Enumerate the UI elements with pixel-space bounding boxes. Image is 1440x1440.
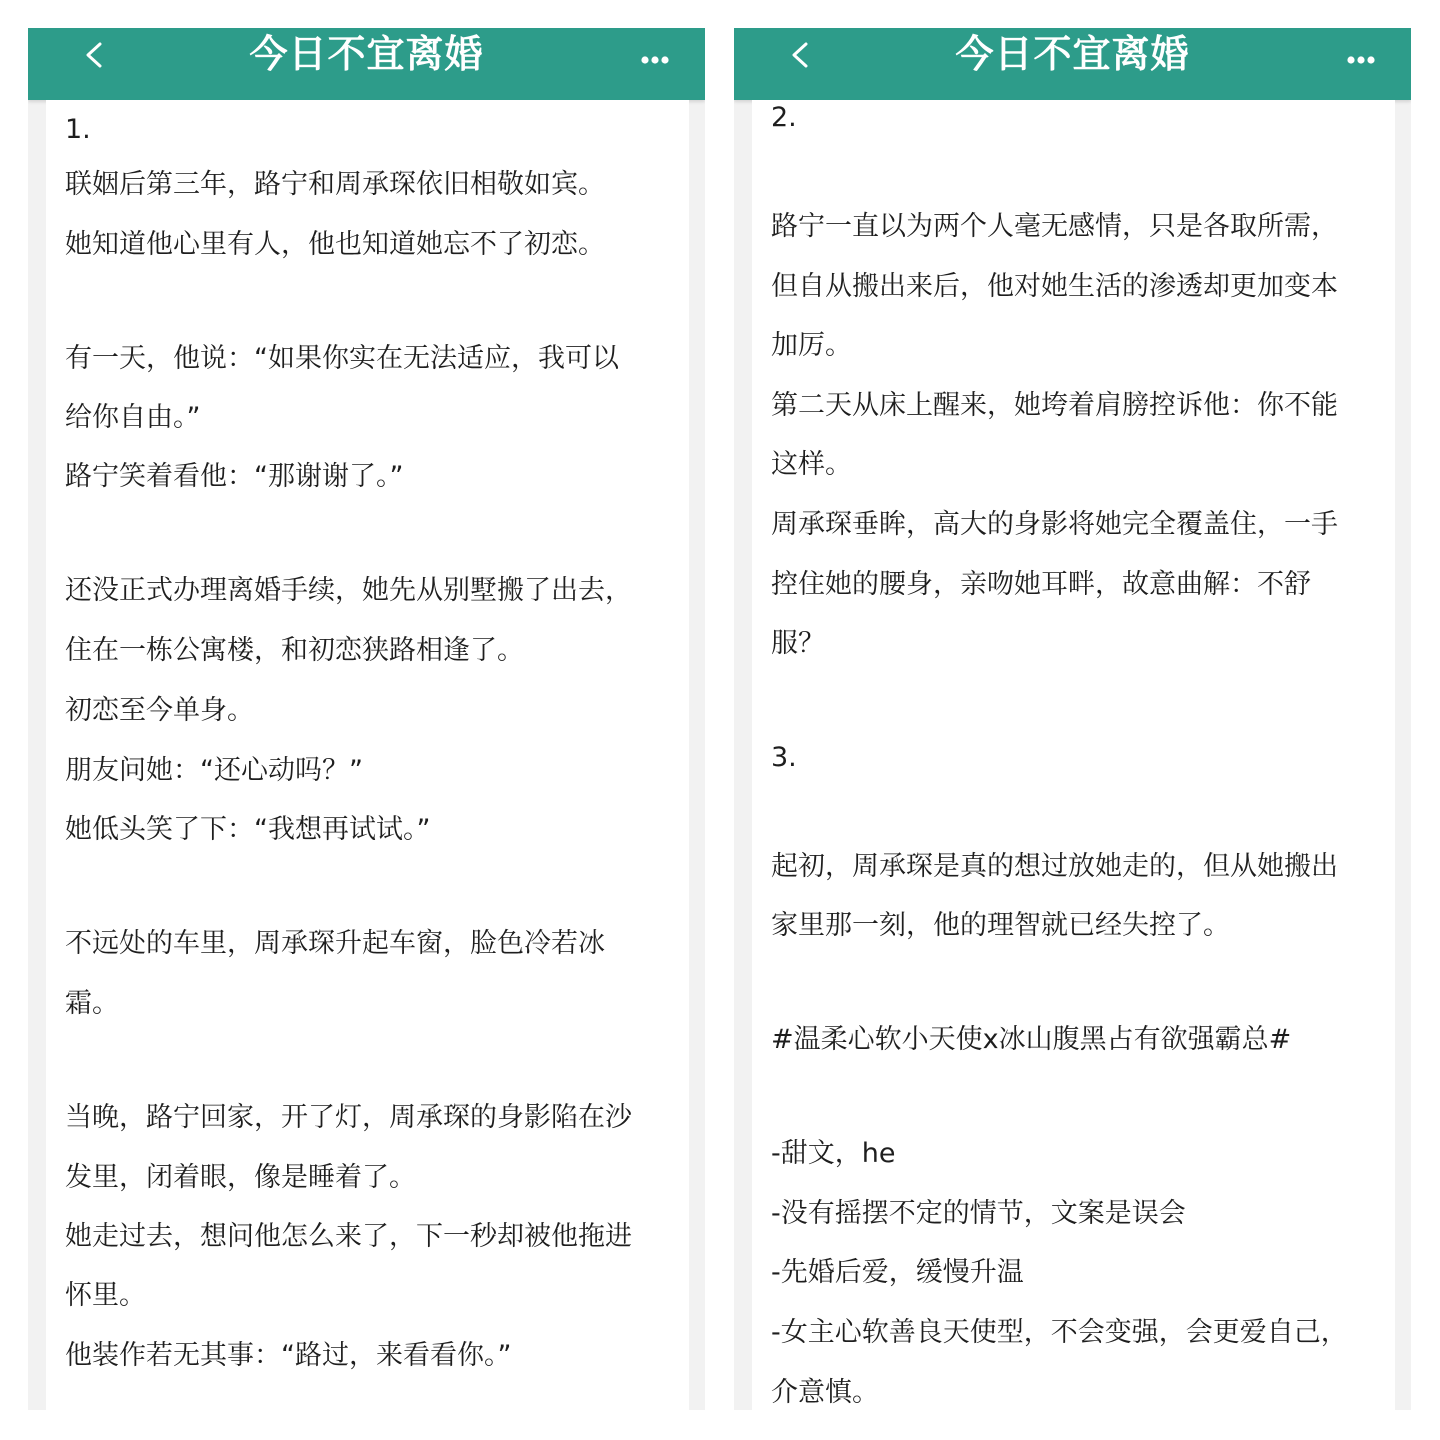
book-title: 今日不宜离婚 bbox=[249, 32, 484, 76]
text-line: 家里那一刻，他的理智就已经失控了。 bbox=[771, 910, 1230, 941]
text-line: 还没正式办理离婚手续，她先从别墅搬了出去， bbox=[65, 575, 632, 606]
reader-screen-left bbox=[28, 28, 705, 1410]
text-line: 但自从搬出来后，他对她生活的渗透却更加变本 bbox=[771, 271, 1338, 302]
more-dots-icon bbox=[632, 48, 678, 72]
text-line: 怀里。 bbox=[65, 1280, 146, 1311]
text-line: 周承琛垂眸，高大的身影将她完全覆盖住，一手 bbox=[771, 509, 1338, 540]
text-line: 她知道他心里有人，他也知道她忘不了初恋。 bbox=[65, 229, 605, 260]
more-dots-icon bbox=[1338, 48, 1384, 72]
text-line: -没有摇摆不定的情节，文案是误会 bbox=[771, 1198, 1186, 1229]
text-line: 服？ bbox=[771, 628, 825, 659]
more-button[interactable] bbox=[632, 48, 678, 72]
text-line: -女主心软善良天使型，不会变强，会更爱自己， bbox=[771, 1317, 1348, 1348]
text-line: 她低头笑了下：“我想再试试。” bbox=[65, 814, 431, 845]
top-bar bbox=[734, 28, 1411, 100]
text-line: 第二天从床上醒来，她垮着肩膀控诉他：你不能 bbox=[771, 390, 1338, 421]
text-line: 给你自由。” bbox=[65, 402, 201, 433]
text-line: 不远处的车里，周承琛升起车窗，脸色冷若冰 bbox=[65, 928, 605, 959]
text-line: 路宁一直以为两个人毫无感情，只是各取所需， bbox=[771, 211, 1338, 242]
chapter-text[interactable] bbox=[46, 100, 689, 1410]
reader-screen-right bbox=[734, 28, 1411, 1410]
text-line: -甜文，he bbox=[771, 1138, 896, 1169]
text-line: 初恋至今单身。 bbox=[65, 695, 254, 726]
text-line: #温柔心软小天使x冰山腹黑占有欲强霸总# bbox=[771, 1024, 1292, 1055]
text-line: 3. bbox=[771, 742, 797, 773]
text-line: 他装作若无其事：“路过，来看看你。” bbox=[65, 1340, 512, 1371]
text-line: 起初，周承琛是真的想过放她走的，但从她搬出 bbox=[771, 851, 1338, 882]
text-line: 控住她的腰身，亲吻她耳畔，故意曲解：不舒 bbox=[771, 569, 1311, 600]
text-line: 介意慎。 bbox=[771, 1377, 879, 1408]
text-line: 1. bbox=[65, 114, 91, 145]
text-line: 2. bbox=[771, 102, 797, 133]
text-line: 联姻后第三年，路宁和周承琛依旧相敬如宾。 bbox=[65, 169, 605, 200]
book-title: 今日不宜离婚 bbox=[955, 32, 1190, 76]
chapter-text[interactable] bbox=[752, 100, 1395, 1410]
text-line: 住在一栋公寓楼，和初恋狭路相逢了。 bbox=[65, 635, 524, 666]
text-line: 当晚，路宁回家，开了灯，周承琛的身影陷在沙 bbox=[65, 1102, 632, 1133]
text-line: 有一天，他说：“如果你实在无法适应，我可以 bbox=[65, 343, 619, 374]
text-line: 朋友问她：“还心动吗？” bbox=[65, 755, 363, 786]
top-bar bbox=[28, 28, 705, 100]
text-line: 发里，闭着眼，像是睡着了。 bbox=[65, 1162, 416, 1193]
text-line: 她走过去，想问他怎么来了，下一秒却被他拖进 bbox=[65, 1221, 632, 1252]
text-line: 路宁笑着看他：“那谢谢了。” bbox=[65, 461, 404, 492]
text-line: -先婚后爱，缓慢升温 bbox=[771, 1257, 1024, 1288]
text-line: 加厉。 bbox=[771, 330, 852, 361]
text-line: 这样。 bbox=[771, 449, 852, 480]
text-line: 霜。 bbox=[65, 988, 119, 1019]
more-button[interactable] bbox=[1338, 48, 1384, 72]
